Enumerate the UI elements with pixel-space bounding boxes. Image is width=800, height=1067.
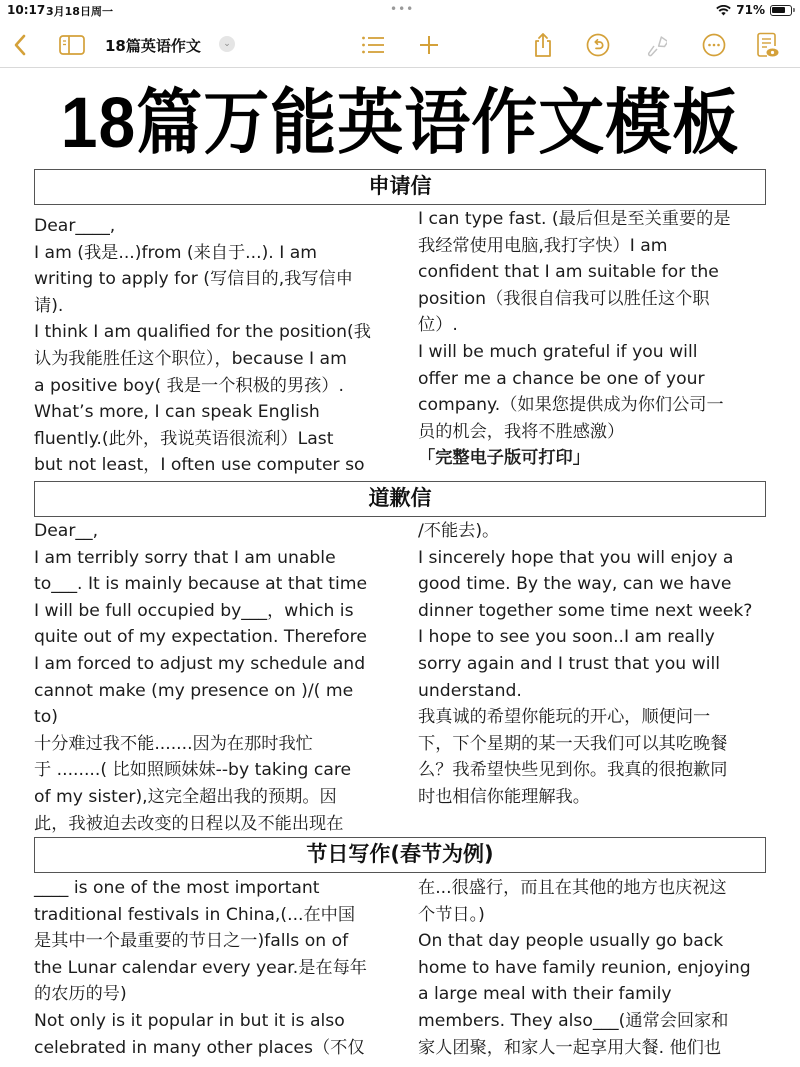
apology-letter-left-column <box>34 518 367 837</box>
status-right <box>716 3 792 17</box>
add-icon <box>419 35 439 55</box>
text-line: I am (我是...)from (来自于...). I am <box>34 242 318 263</box>
battery-percent: 71% <box>736 3 765 17</box>
text-line: On that day people usually go back <box>418 931 724 952</box>
status-time: 10:17 <box>7 3 46 17</box>
text-line: of my sister),这完全超出我的预期。因 <box>34 786 337 807</box>
undo-icon <box>586 33 610 57</box>
format-brush-icon <box>645 33 667 57</box>
text-line: traditional festivals in China,(...在中国 <box>34 904 356 925</box>
printable-version-note: 「完整电子版可打印」 <box>418 448 590 469</box>
text-line: 我真诚的希望你能玩的开心，顺便问一 <box>418 707 711 728</box>
section-heading-application-letter: 申请信 <box>34 169 766 205</box>
text-line: home to have family reunion, enjoying <box>418 957 751 978</box>
text-line: celebrated in many other places（不仅 <box>34 1037 365 1058</box>
app-toolbar <box>0 22 800 68</box>
share-icon <box>533 32 553 58</box>
text-line: cannot make (my presence on )/( me <box>34 680 354 701</box>
share-button[interactable] <box>529 31 557 59</box>
status-bar <box>0 0 800 22</box>
text-line: I am terribly sorry that I am unable <box>34 547 336 568</box>
text-line: I sincerely hope that you will enjoy a <box>418 547 734 568</box>
apology-letter-right-column <box>418 518 752 811</box>
text-line: writing to apply for (写信目的,我写信申 <box>34 269 353 290</box>
text-line: Not only is it popular in but it is also <box>34 1010 345 1031</box>
sidebar-icon <box>59 35 85 55</box>
text-line: 此，我被迫去改变的日程以及不能出现在 <box>34 813 344 834</box>
text-line: 十分难过我不能.......因为在那时我忙 <box>34 733 313 754</box>
document-title[interactable]: 18篇英语作文 <box>105 37 201 55</box>
text-line: I can type fast. (最后但是至关重要的是 <box>418 209 731 229</box>
add-button[interactable] <box>415 31 443 59</box>
undo-button[interactable] <box>584 31 612 59</box>
text-line: 在...很盛行，而且在其他的地方也庆祝这 <box>418 878 727 898</box>
list-button[interactable] <box>359 31 387 59</box>
text-line: I hope to see you soon..I am really <box>418 627 715 648</box>
section-heading-festival-writing: 节日写作(春节为例) <box>34 837 766 873</box>
text-line: to) <box>34 707 58 728</box>
text-line: Dear____, <box>34 216 116 236</box>
document-page <box>0 69 800 1067</box>
text-line: quite out of my expectation. Therefore <box>34 627 367 648</box>
multitasking-dots-icon[interactable]: ••• <box>390 2 415 16</box>
main-title: 18篇万能英语作文模板 <box>60 82 740 162</box>
sidebar-toggle-button[interactable] <box>58 31 86 59</box>
festival-writing-right-column <box>418 875 751 1061</box>
text-line: sorry again and I trust that you will <box>418 653 721 674</box>
application-letter-left-column <box>34 213 371 479</box>
text-line: offer me a chance be one of your <box>418 368 705 389</box>
text-line: a positive boy( 我是一个积极的男孩）. <box>34 375 344 396</box>
format-brush-button[interactable] <box>642 31 670 59</box>
text-line: fluently.(此外，我说英语很流利）Last <box>34 428 334 449</box>
text-line: 的农历的号) <box>34 984 127 1005</box>
text-line: 认为我能胜任这个职位），because I am <box>34 348 347 369</box>
status-date: 3月18日周一 <box>46 5 113 18</box>
text-line: I will be full occupied by___，which is <box>34 600 354 621</box>
text-line: but not least，I often use computer so <box>34 455 365 476</box>
text-line: /不能去)。 <box>418 521 500 541</box>
text-line: understand. <box>418 680 522 701</box>
text-line: good time. By the way, can we have <box>418 574 732 595</box>
text-line: the Lunar calendar every year.是在每年 <box>34 957 367 978</box>
list-icon <box>361 35 385 55</box>
text-line: I will be much grateful if you will <box>418 341 698 362</box>
text-line: company.（如果您提供成为你们公司一 <box>418 395 724 416</box>
text-line: 我经常使用电脑,我打字快）I am <box>418 235 668 256</box>
back-button[interactable] <box>6 31 34 59</box>
text-line: I think I am qualified for the position(我 <box>34 322 371 343</box>
section-heading-apology-letter: 道歉信 <box>34 481 766 517</box>
battery-icon <box>770 5 792 16</box>
reader-view-icon <box>757 32 779 58</box>
more-button[interactable] <box>700 31 728 59</box>
text-line: members. They also___(通常会回家和 <box>418 1010 729 1031</box>
text-line: 个节日。) <box>418 904 485 925</box>
text-line: confident that I am suitable for the <box>418 262 719 283</box>
festival-writing-left-column <box>34 875 367 1061</box>
text-line: ____ is one of the most important <box>34 878 320 898</box>
text-line: 位）. <box>418 315 458 336</box>
text-line: 员的机会，我将不胜感激） <box>418 421 625 442</box>
text-line: I am forced to adjust my schedule and <box>34 653 366 674</box>
text-line: position（我很自信我可以胜任这个职 <box>418 288 710 309</box>
back-icon <box>13 34 27 56</box>
application-letter-right-column <box>418 206 731 472</box>
chevron-down-icon[interactable]: ⌄ <box>219 36 235 52</box>
reader-view-button[interactable] <box>754 31 782 59</box>
text-line: a large meal with their family <box>418 984 672 1005</box>
wifi-icon <box>716 5 731 16</box>
more-icon <box>702 33 726 57</box>
text-line: 请). <box>34 295 64 316</box>
text-line: 下，下个星期的某一天我们可以其吃晚餐 <box>418 733 728 754</box>
text-line: dinner together some time next week? <box>418 600 753 621</box>
text-line: 于 ........( 比如照顾妹妹--by taking care <box>34 760 352 781</box>
text-line: 是其中一个最重要的节日之一)falls on of <box>34 931 349 952</box>
text-line: 家人团聚，和家人一起享用大餐. 他们也 <box>418 1037 722 1058</box>
text-line: What’s more, I can speak English <box>34 402 320 423</box>
text-line: to___. It is mainly because at that time <box>34 574 368 595</box>
text-line: Dear__, <box>34 521 99 541</box>
text-line: 时也相信你能理解我。 <box>418 786 590 807</box>
text-line: 么？我希望快些见到你。我真的很抱歉同 <box>418 760 728 781</box>
